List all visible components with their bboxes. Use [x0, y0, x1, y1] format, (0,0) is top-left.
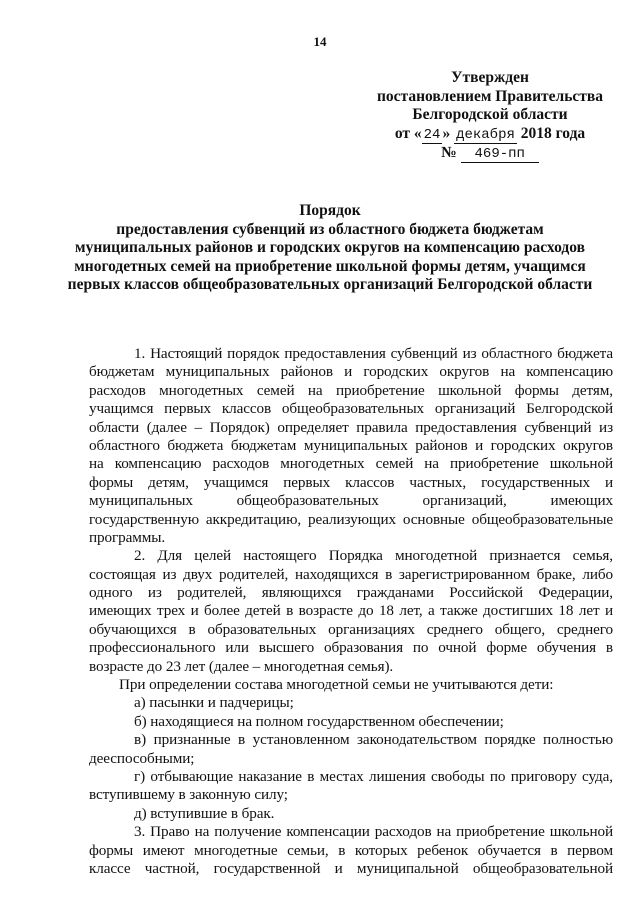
body-line: на компенсацию расходов многодетных семей на приобретение школьной — [89, 455, 613, 473]
page-number: 14 — [313, 34, 327, 49]
body-line: 3. Право на получение компенсации расходов на приобретение школьной — [134, 823, 613, 841]
body-line: расходов многодетных семей на приобретение школьной формы детям, — [89, 381, 613, 399]
body-line: классе частной, государственной и муниципальной общеобразовательной — [89, 859, 613, 877]
date-day: 24 — [423, 126, 441, 143]
title-line-2: предоставления субвенций из областного бюджета бюджетам — [116, 220, 544, 238]
approval-line-1: Утвержден — [451, 69, 529, 86]
body-line: в) признанные в установленном законодательством порядке полностью — [134, 731, 613, 749]
body-line: состоящая из двух родителей, находящихся в зарегистрированном браке, либо — [89, 565, 613, 583]
body-line: программы. — [89, 528, 166, 546]
date-month: декабря — [456, 126, 515, 143]
body-line: имеющих трех и более детей в возрасте до 18 лет, а также достигших 18 лет и — [89, 602, 613, 620]
date-sep: » — [442, 124, 451, 142]
body-line: бюджетам муниципальных районов и городских округов на компенсацию — [89, 363, 613, 381]
number-value: 469-пп — [461, 146, 539, 163]
approval-line-3: Белгородской области — [412, 106, 568, 123]
body-line: При определении состава многодетной семьи не учитываются дети: — [119, 676, 554, 694]
title-line-1: Порядок — [299, 202, 361, 219]
approval-number — [360, 144, 620, 164]
body-line: дееспособными; — [89, 749, 195, 767]
date-year: 2018 года — [520, 124, 586, 142]
approval-line-2: постановлением Правительства — [376, 87, 604, 105]
title-line-3: муниципальных районов и городских округов на компенсацию расходов — [75, 239, 585, 257]
body-line: государственную аккредитацию, реализующих основные общеобразовательные — [89, 510, 613, 528]
number-prefix: № — [441, 144, 457, 161]
body-line: 2. Для целей настоящего Порядка многодетной признается семья, — [134, 547, 613, 565]
body-line: вступившему в законную силу; — [89, 786, 288, 804]
body-line: профессионального или высшего образования по очной форме обучения в — [89, 639, 613, 657]
body-line: муниципальных общеобразовательных организаций, имеющих — [89, 492, 613, 510]
approval-date — [360, 125, 620, 145]
body-line: учащимся первых классов общеобразовательных организаций Белгородской — [89, 400, 613, 418]
date-prefix: от « — [394, 124, 422, 142]
body-line: а) пасынки и падчерицы; — [134, 694, 294, 712]
body-line: б) находящиеся на полном государственном обеспечении; — [134, 712, 504, 730]
body-line: 1. Настоящий порядок предоставления субвенций из областного бюджета — [134, 345, 613, 362]
document-title — [40, 202, 620, 295]
body-line: обучающихся в образовательных организациях среднего общего, среднего — [89, 620, 613, 638]
body-line: формы детям, учащимся первых классов частных, государственных и — [89, 473, 613, 491]
document-body — [89, 345, 613, 878]
body-line: д) вступившие в брак. — [134, 804, 275, 822]
body-line: областного бюджета бюджетам муниципальных районов и городских округов — [89, 436, 613, 454]
body-line: г) отбывающие наказание в местах лишения свободы по приговору суда, — [134, 767, 613, 785]
body-line: возрасте до 23 лет (далее – многодетная семья). — [89, 657, 394, 675]
body-line: одного из родителей, являющихся гражданами Российской Федерации, — [89, 584, 613, 602]
body-line: области (далее – Порядок) определяет правила предоставления субвенций из — [89, 418, 613, 436]
title-line-5: первых классов общеобразовательных организаций Белгородской области — [67, 276, 593, 294]
title-line-4: многодетных семей на приобретение школьной формы детям, учащимся — [74, 257, 586, 275]
approval-block — [360, 69, 620, 164]
body-line: формы имеют многодетные семьи, в которых ребенок обучается в первом — [89, 841, 613, 859]
